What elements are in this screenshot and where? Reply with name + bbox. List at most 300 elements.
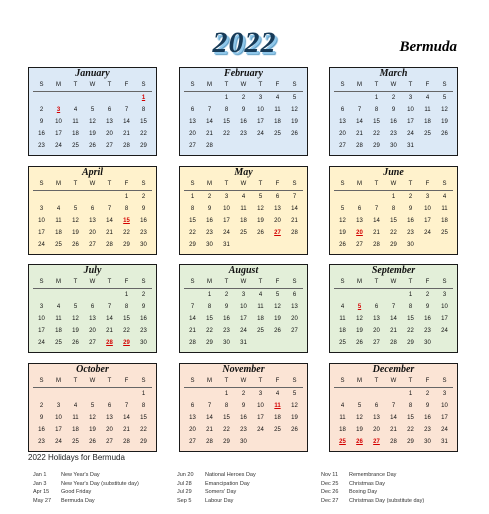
day-cell: 18 — [274, 415, 281, 421]
day-cell: 12 — [89, 415, 96, 421]
day-cell: 31 — [223, 242, 230, 248]
day-cell: 3 — [408, 95, 413, 101]
day-cell: 30 — [140, 242, 147, 248]
holiday-name: New Year's Day — [61, 472, 100, 478]
day-cell: 10 — [240, 304, 247, 310]
day-cell: 4 — [73, 107, 78, 113]
day-cell: 16 — [38, 131, 45, 137]
day-cell: 20 — [274, 218, 281, 224]
week-row — [184, 227, 303, 239]
day-cell — [334, 289, 351, 301]
weekday-label: W — [390, 378, 397, 384]
day-cell: 21 — [356, 131, 363, 137]
holiday-day-cell: 25 — [339, 439, 346, 445]
day-cell: 4 — [340, 304, 345, 310]
holiday-entry — [33, 471, 175, 480]
day-cell: 27 — [106, 143, 113, 149]
day-cell: 1 — [374, 95, 379, 101]
day-cell: 2 — [408, 194, 413, 200]
holiday-column — [321, 471, 463, 505]
day-cell: 18 — [441, 218, 448, 224]
holiday-day-cell: 28 — [106, 340, 113, 346]
weekday-label: S — [340, 181, 345, 187]
day-cell: 25 — [441, 230, 448, 236]
day-cell: 9 — [391, 107, 396, 113]
day-cell: 5 — [73, 304, 78, 310]
day-cell — [351, 289, 368, 301]
day-cell: 31 — [240, 340, 247, 346]
day-cell: 17 — [441, 316, 448, 322]
day-cell — [218, 140, 235, 152]
day-cell: 14 — [123, 415, 130, 421]
day-cell: 29 — [189, 242, 196, 248]
day-cell: 19 — [356, 427, 363, 433]
day-cell — [184, 289, 201, 301]
day-cell: 17 — [240, 316, 247, 322]
day-cell: 20 — [106, 131, 113, 137]
day-cell: 10 — [38, 218, 45, 224]
day-cell: 28 — [206, 439, 213, 445]
day-cell: 22 — [123, 230, 130, 236]
weekday-label: S — [39, 82, 44, 88]
holiday-name: Bermuda Day — [61, 497, 95, 504]
day-cell: 10 — [441, 304, 448, 310]
holiday-entry — [321, 480, 463, 489]
week-row — [33, 388, 152, 400]
day-cell: 25 — [274, 427, 281, 433]
week-row — [33, 191, 152, 203]
day-cell: 25 — [72, 143, 79, 149]
day-cell: 23 — [240, 427, 247, 433]
day-cell: 14 — [123, 119, 130, 125]
holiday-date: Sep 5 — [177, 497, 192, 504]
day-cell: 7 — [107, 206, 112, 212]
week-row — [184, 191, 303, 203]
weekday-label: S — [292, 82, 297, 88]
day-cell: 15 — [390, 218, 397, 224]
week-row — [334, 215, 453, 227]
day-cell: 17 — [38, 328, 45, 334]
day-cell: 17 — [55, 427, 62, 433]
day-cell: 24 — [55, 439, 62, 445]
week-row — [334, 128, 453, 140]
holiday-date: Jan 3 — [33, 480, 47, 487]
day-cell — [334, 388, 351, 400]
day-cell — [84, 349, 101, 353]
week-row — [184, 104, 303, 116]
day-cell: 5 — [340, 206, 345, 212]
day-cell: 16 — [407, 218, 414, 224]
day-cell — [419, 140, 436, 152]
day-cell: 5 — [90, 403, 95, 409]
day-cell: 15 — [373, 119, 380, 125]
week-row — [33, 436, 152, 448]
week-row — [33, 116, 152, 128]
week-row — [184, 313, 303, 325]
month-april — [28, 166, 157, 255]
day-cell — [84, 448, 101, 452]
day-cell: 29 — [390, 242, 397, 248]
holiday-day-cell: 11 — [274, 403, 281, 409]
day-cell: 25 — [72, 439, 79, 445]
day-cell: 2 — [207, 194, 212, 200]
day-cell: 3 — [39, 304, 44, 310]
weekday-label: T — [258, 181, 263, 187]
day-cell — [118, 92, 135, 104]
day-cell: 3 — [258, 95, 263, 101]
day-cell: 2 — [141, 292, 146, 298]
day-cell — [368, 191, 385, 203]
day-cell — [33, 92, 50, 104]
day-cell — [135, 448, 152, 452]
day-cell: 31 — [441, 439, 448, 445]
day-cell: 3 — [56, 403, 61, 409]
month-name: January — [75, 68, 110, 79]
day-cell: 25 — [257, 328, 264, 334]
day-cell: 17 — [257, 415, 264, 421]
weekday-header — [33, 376, 152, 388]
weekday-label: S — [292, 181, 297, 187]
holiday-entry — [177, 471, 319, 480]
day-cell: 10 — [55, 119, 62, 125]
day-cell: 13 — [373, 415, 380, 421]
day-cell: 1 — [224, 95, 229, 101]
day-cell: 18 — [240, 218, 247, 224]
day-cell: 28 — [123, 439, 130, 445]
holiday-day-cell: 29 — [123, 340, 130, 346]
day-cell — [269, 436, 286, 448]
day-cell: 23 — [140, 230, 147, 236]
week-row — [334, 388, 453, 400]
day-cell: 13 — [89, 316, 96, 322]
day-cell — [67, 92, 84, 104]
day-cell: 9 — [425, 403, 430, 409]
day-cell: 6 — [340, 107, 345, 113]
day-cell: 11 — [257, 304, 264, 310]
day-cell: 28 — [106, 242, 113, 248]
day-cell — [118, 448, 135, 452]
weekday-label: T — [408, 181, 413, 187]
day-cell: 2 — [241, 95, 246, 101]
day-cell: 15 — [223, 119, 230, 125]
day-cell: 2 — [141, 194, 146, 200]
day-cell: 26 — [441, 131, 448, 137]
day-cell: 9 — [241, 403, 246, 409]
day-cell — [201, 92, 218, 104]
day-cell — [368, 388, 385, 400]
week-row — [184, 412, 303, 424]
week-row — [184, 128, 303, 140]
weekday-label: S — [442, 279, 447, 285]
day-cell: 23 — [390, 131, 397, 137]
weekday-label: S — [39, 378, 44, 384]
day-cell — [286, 337, 303, 349]
week-row — [33, 349, 152, 353]
holiday-entry — [33, 497, 175, 506]
week-row — [184, 337, 303, 349]
weekday-label: W — [390, 181, 397, 187]
weekday-label: M — [56, 82, 61, 88]
day-cell: 6 — [357, 206, 362, 212]
day-cell: 7 — [292, 194, 297, 200]
weekday-label: S — [141, 279, 146, 285]
day-cell: 19 — [339, 230, 346, 236]
day-cell: 11 — [424, 107, 431, 113]
day-cell: 29 — [407, 340, 414, 346]
week-row — [33, 227, 152, 239]
day-cell: 18 — [55, 328, 62, 334]
holiday-date: Dec 27 — [321, 497, 339, 504]
day-cell: 16 — [390, 119, 397, 125]
calendar-year-title: 2022 — [212, 26, 277, 59]
weekday-label: T — [73, 378, 78, 384]
weekday-label: M — [207, 82, 212, 88]
day-cell: 19 — [441, 119, 448, 125]
day-cell: 29 — [140, 439, 147, 445]
day-cell: 4 — [258, 292, 263, 298]
month-february — [179, 67, 308, 156]
day-cell — [118, 388, 135, 400]
day-cell: 12 — [339, 218, 346, 224]
day-cell: 16 — [140, 218, 147, 224]
month-may — [179, 166, 308, 255]
day-cell: 8 — [224, 403, 229, 409]
day-cell — [334, 92, 351, 104]
day-cell: 21 — [291, 218, 298, 224]
weekday-label: W — [89, 378, 96, 384]
day-cell: 9 — [425, 304, 430, 310]
day-cell: 14 — [291, 206, 298, 212]
month-september — [329, 264, 458, 353]
day-cell: 4 — [442, 194, 447, 200]
day-cell: 1 — [190, 194, 195, 200]
day-cell: 29 — [123, 242, 130, 248]
day-cell — [118, 152, 135, 156]
day-cell: 9 — [224, 304, 229, 310]
day-cell — [269, 239, 286, 251]
week-row — [33, 424, 152, 436]
week-row — [334, 239, 453, 251]
day-cell: 10 — [424, 206, 431, 212]
day-cell: 8 — [141, 403, 146, 409]
day-cell: 4 — [275, 95, 280, 101]
day-cell: 14 — [356, 119, 363, 125]
day-cell: 30 — [390, 143, 397, 149]
day-cell — [436, 239, 453, 251]
day-cell: 5 — [275, 292, 280, 298]
weekday-label: W — [240, 82, 247, 88]
day-cell: 24 — [38, 340, 45, 346]
day-cell: 9 — [241, 107, 246, 113]
weekday-label: T — [73, 181, 78, 187]
holiday-day-cell: 20 — [356, 230, 363, 236]
day-cell: 13 — [339, 119, 346, 125]
day-cell: 6 — [374, 403, 379, 409]
day-cell — [252, 337, 269, 349]
day-cell: 27 — [89, 242, 96, 248]
day-cell: 19 — [356, 328, 363, 334]
weekday-label: T — [258, 279, 263, 285]
weekday-header — [334, 179, 453, 191]
day-cell — [33, 349, 50, 353]
day-cell: 11 — [274, 107, 281, 113]
day-cell: 14 — [106, 218, 113, 224]
day-cell: 2 — [391, 95, 396, 101]
weekday-label: S — [340, 82, 345, 88]
week-row — [184, 215, 303, 227]
day-cell: 20 — [89, 230, 96, 236]
day-cell — [252, 239, 269, 251]
day-cell: 18 — [72, 131, 79, 137]
weekday-label: T — [73, 279, 78, 285]
day-cell: 16 — [424, 415, 431, 421]
day-cell — [67, 388, 84, 400]
holiday-name: Remembrance Day — [349, 472, 397, 478]
day-cell: 26 — [72, 340, 79, 346]
day-cell: 14 — [189, 316, 196, 322]
day-cell: 29 — [373, 143, 380, 149]
holiday-name: Christmas Day — [349, 480, 386, 487]
weekday-label: T — [224, 181, 229, 187]
weekday-label: T — [107, 378, 112, 384]
weekday-label: T — [374, 279, 379, 285]
day-cell: 11 — [339, 316, 346, 322]
day-cell — [286, 239, 303, 251]
month-name: December — [372, 364, 415, 375]
day-cell: 23 — [424, 427, 431, 433]
day-cell: 19 — [72, 328, 79, 334]
weekday-label: W — [240, 181, 247, 187]
day-cell: 8 — [391, 206, 396, 212]
day-cell: 9 — [39, 119, 44, 125]
week-row — [184, 203, 303, 215]
holiday-date: May 27 — [33, 497, 52, 504]
holiday-entry — [177, 488, 319, 497]
week-row — [33, 448, 152, 452]
day-cell: 18 — [339, 328, 346, 334]
week-row — [334, 104, 453, 116]
day-cell: 17 — [441, 415, 448, 421]
month-december — [329, 363, 458, 452]
day-cell: 7 — [207, 403, 212, 409]
weekday-label: F — [425, 279, 430, 285]
day-cell: 6 — [292, 292, 297, 298]
holiday-date: Jul 29 — [177, 489, 192, 495]
weekday-header — [184, 277, 303, 289]
day-cell — [184, 388, 201, 400]
weekday-label: T — [224, 378, 229, 384]
day-cell: 2 — [224, 292, 229, 298]
week-row — [334, 140, 453, 152]
day-cell: 13 — [356, 218, 363, 224]
weekday-label: W — [390, 82, 397, 88]
week-row — [334, 289, 453, 301]
day-cell: 10 — [55, 415, 62, 421]
day-cell: 8 — [408, 304, 413, 310]
month-october — [28, 363, 157, 452]
day-cell: 13 — [274, 206, 281, 212]
day-cell: 23 — [206, 230, 213, 236]
day-cell: 15 — [140, 119, 147, 125]
day-cell: 4 — [73, 403, 78, 409]
holiday-day-cell: 15 — [123, 218, 130, 224]
day-cell: 17 — [223, 218, 230, 224]
day-cell: 8 — [124, 206, 129, 212]
day-cell: 22 — [407, 328, 414, 334]
month-july — [28, 264, 157, 353]
day-cell: 8 — [408, 403, 413, 409]
day-cell — [50, 388, 67, 400]
day-cell: 24 — [55, 143, 62, 149]
day-cell — [67, 448, 84, 452]
weekday-label: M — [207, 279, 212, 285]
day-cell: 23 — [140, 328, 147, 334]
month-name: February — [224, 68, 263, 79]
day-cell — [184, 92, 201, 104]
day-cell: 14 — [106, 316, 113, 322]
day-cell: 25 — [55, 340, 62, 346]
weekday-label: S — [340, 378, 345, 384]
weekday-label: W — [89, 82, 96, 88]
day-cell: 8 — [124, 304, 129, 310]
weekday-label: T — [374, 378, 379, 384]
day-cell: 31 — [407, 143, 414, 149]
holiday-date: Jan 1 — [33, 472, 47, 478]
weekday-header — [334, 376, 453, 388]
day-cell: 21 — [206, 131, 213, 137]
day-cell — [101, 349, 118, 353]
day-cell: 21 — [373, 230, 380, 236]
day-cell: 15 — [140, 415, 147, 421]
day-cell — [67, 152, 84, 156]
day-cell: 11 — [339, 415, 346, 421]
holiday-date: Dec 26 — [321, 489, 339, 495]
holiday-name: Good Friday — [61, 489, 92, 495]
day-cell: 14 — [206, 119, 213, 125]
day-cell: 27 — [291, 328, 298, 334]
day-cell: 12 — [291, 107, 298, 113]
week-row — [33, 152, 152, 156]
holiday-name: Boxing Day — [349, 489, 378, 495]
day-cell — [368, 289, 385, 301]
day-cell: 12 — [356, 415, 363, 421]
day-cell: 21 — [106, 230, 113, 236]
day-cell: 1 — [224, 391, 229, 397]
day-cell — [33, 388, 50, 400]
day-cell: 18 — [339, 427, 346, 433]
day-cell: 9 — [408, 206, 413, 212]
day-cell: 15 — [189, 218, 196, 224]
day-cell: 7 — [207, 107, 212, 113]
day-cell: 21 — [206, 427, 213, 433]
weekday-label: S — [190, 279, 195, 285]
day-cell: 20 — [189, 427, 196, 433]
week-row — [184, 289, 303, 301]
day-cell: 21 — [390, 427, 397, 433]
day-cell: 28 — [123, 143, 130, 149]
day-cell: 28 — [189, 340, 196, 346]
day-cell: 30 — [140, 340, 147, 346]
weekday-label: T — [73, 82, 78, 88]
week-row — [33, 301, 152, 313]
week-row — [184, 424, 303, 436]
day-cell — [235, 140, 252, 152]
day-cell: 22 — [390, 230, 397, 236]
day-cell: 6 — [190, 403, 195, 409]
day-cell: 6 — [374, 304, 379, 310]
day-cell — [50, 191, 67, 203]
month-june — [329, 166, 458, 255]
